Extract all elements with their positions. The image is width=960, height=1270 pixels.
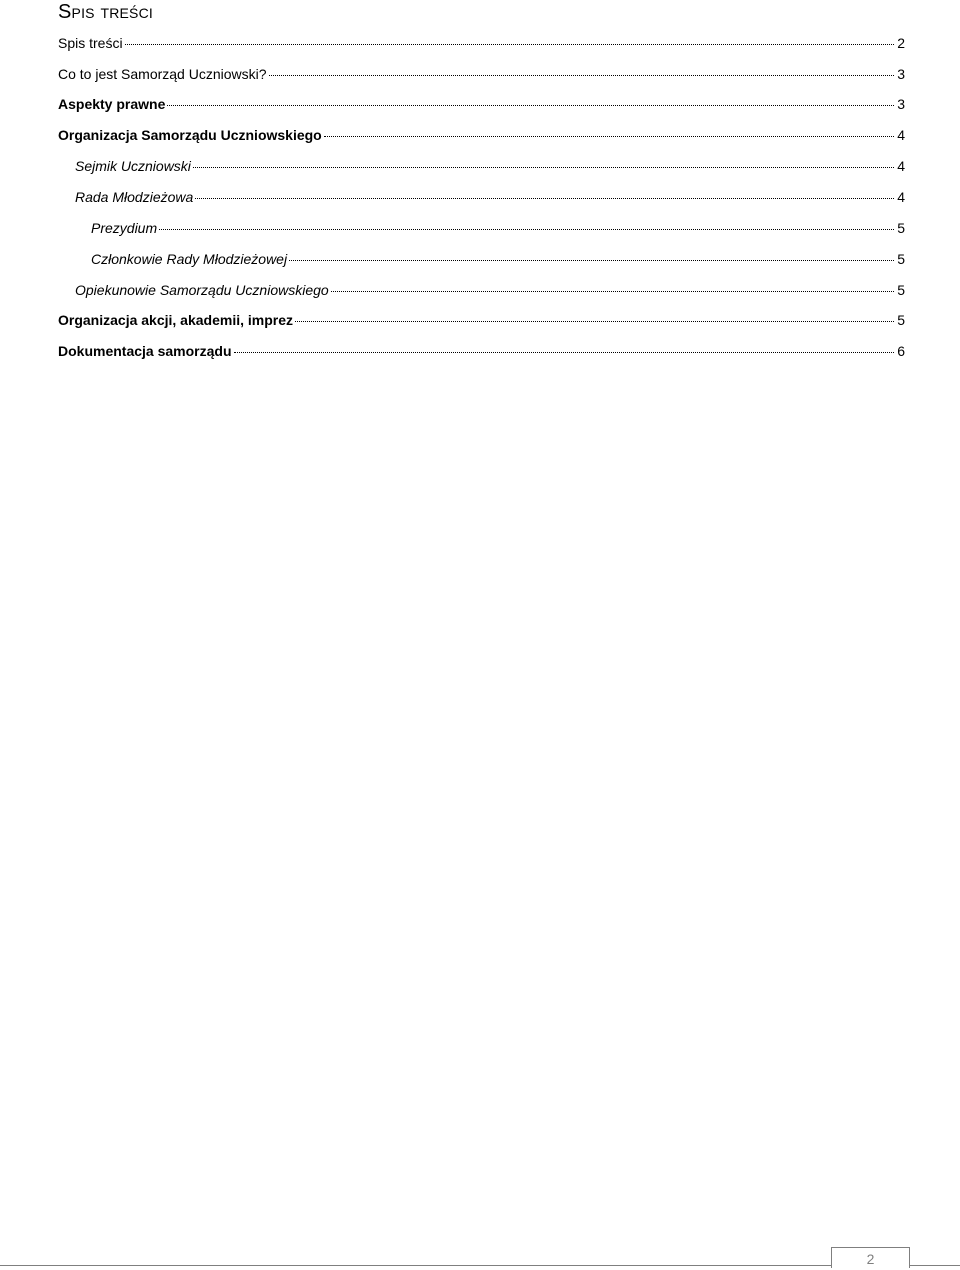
dot-leader xyxy=(269,75,895,76)
dot-leader xyxy=(234,352,895,353)
toc-entry-aspekty-prawne[interactable] xyxy=(58,94,905,114)
toc-entry-label: Co to jest Samorząd Uczniowski? xyxy=(58,66,267,82)
toc-entry-page: 6 xyxy=(897,343,905,359)
toc-entry-label: Sejmik Uczniowski xyxy=(75,158,191,174)
toc-entry-spis-tresci[interactable] xyxy=(58,33,905,53)
toc-entry-label: Organizacja akcji, akademii, imprez xyxy=(58,312,293,328)
dot-leader xyxy=(195,198,894,199)
toc-heading: Spis treści xyxy=(58,1,153,23)
page-number: 2 xyxy=(831,1247,910,1268)
toc-entry-prezydium[interactable] xyxy=(91,218,905,238)
toc-entry-label: Spis treści xyxy=(58,35,123,51)
toc-entry-page: 4 xyxy=(897,189,905,205)
toc-entry-label: Dokumentacja samorządu xyxy=(58,343,232,359)
toc-entry-page: 5 xyxy=(897,220,905,236)
toc-entry-page: 3 xyxy=(897,96,905,112)
dot-leader xyxy=(125,44,895,45)
toc-entry-label: Organizacja Samorządu Uczniowskiego xyxy=(58,127,322,143)
toc-entry-page: 5 xyxy=(897,282,905,298)
toc-entry-page: 3 xyxy=(897,66,905,82)
toc-entry-page: 4 xyxy=(897,127,905,143)
toc-entry-opiekunowie[interactable] xyxy=(75,280,905,300)
toc-entry-page: 2 xyxy=(897,35,905,51)
dot-leader xyxy=(295,321,894,322)
toc-entry-label: Aspekty prawne xyxy=(58,96,166,112)
dot-leader xyxy=(193,167,894,168)
toc-entry-label: Prezydium xyxy=(91,220,158,236)
dot-leader xyxy=(331,291,895,292)
toc-entry-label: Rada Młodzieżowa xyxy=(75,189,194,205)
toc-entry-co-to-jest[interactable] xyxy=(58,64,905,84)
toc-entry-sejmik-uczniowski[interactable] xyxy=(75,156,905,176)
dot-leader xyxy=(167,105,894,106)
toc-entry-page: 4 xyxy=(897,158,905,174)
toc-entry-label: Opiekunowie Samorządu Uczniowskiego xyxy=(75,282,329,298)
dot-leader xyxy=(324,136,894,137)
toc-entry-rada-mlodziezowa[interactable] xyxy=(75,187,905,207)
dot-leader xyxy=(159,229,894,230)
toc-entry-organizacja-samorzadu[interactable] xyxy=(58,125,905,145)
toc-entry-organizacja-akcji[interactable] xyxy=(58,310,905,330)
toc-entry-label: Członkowie Rady Młodzieżowej xyxy=(91,251,288,267)
toc-entry-dokumentacja[interactable] xyxy=(58,341,905,361)
dot-leader xyxy=(289,260,894,261)
toc-entry-page: 5 xyxy=(897,312,905,328)
toc-entry-page: 5 xyxy=(897,251,905,267)
footer-divider xyxy=(0,1265,960,1266)
toc-entry-czlonkowie-rady[interactable] xyxy=(91,249,905,269)
